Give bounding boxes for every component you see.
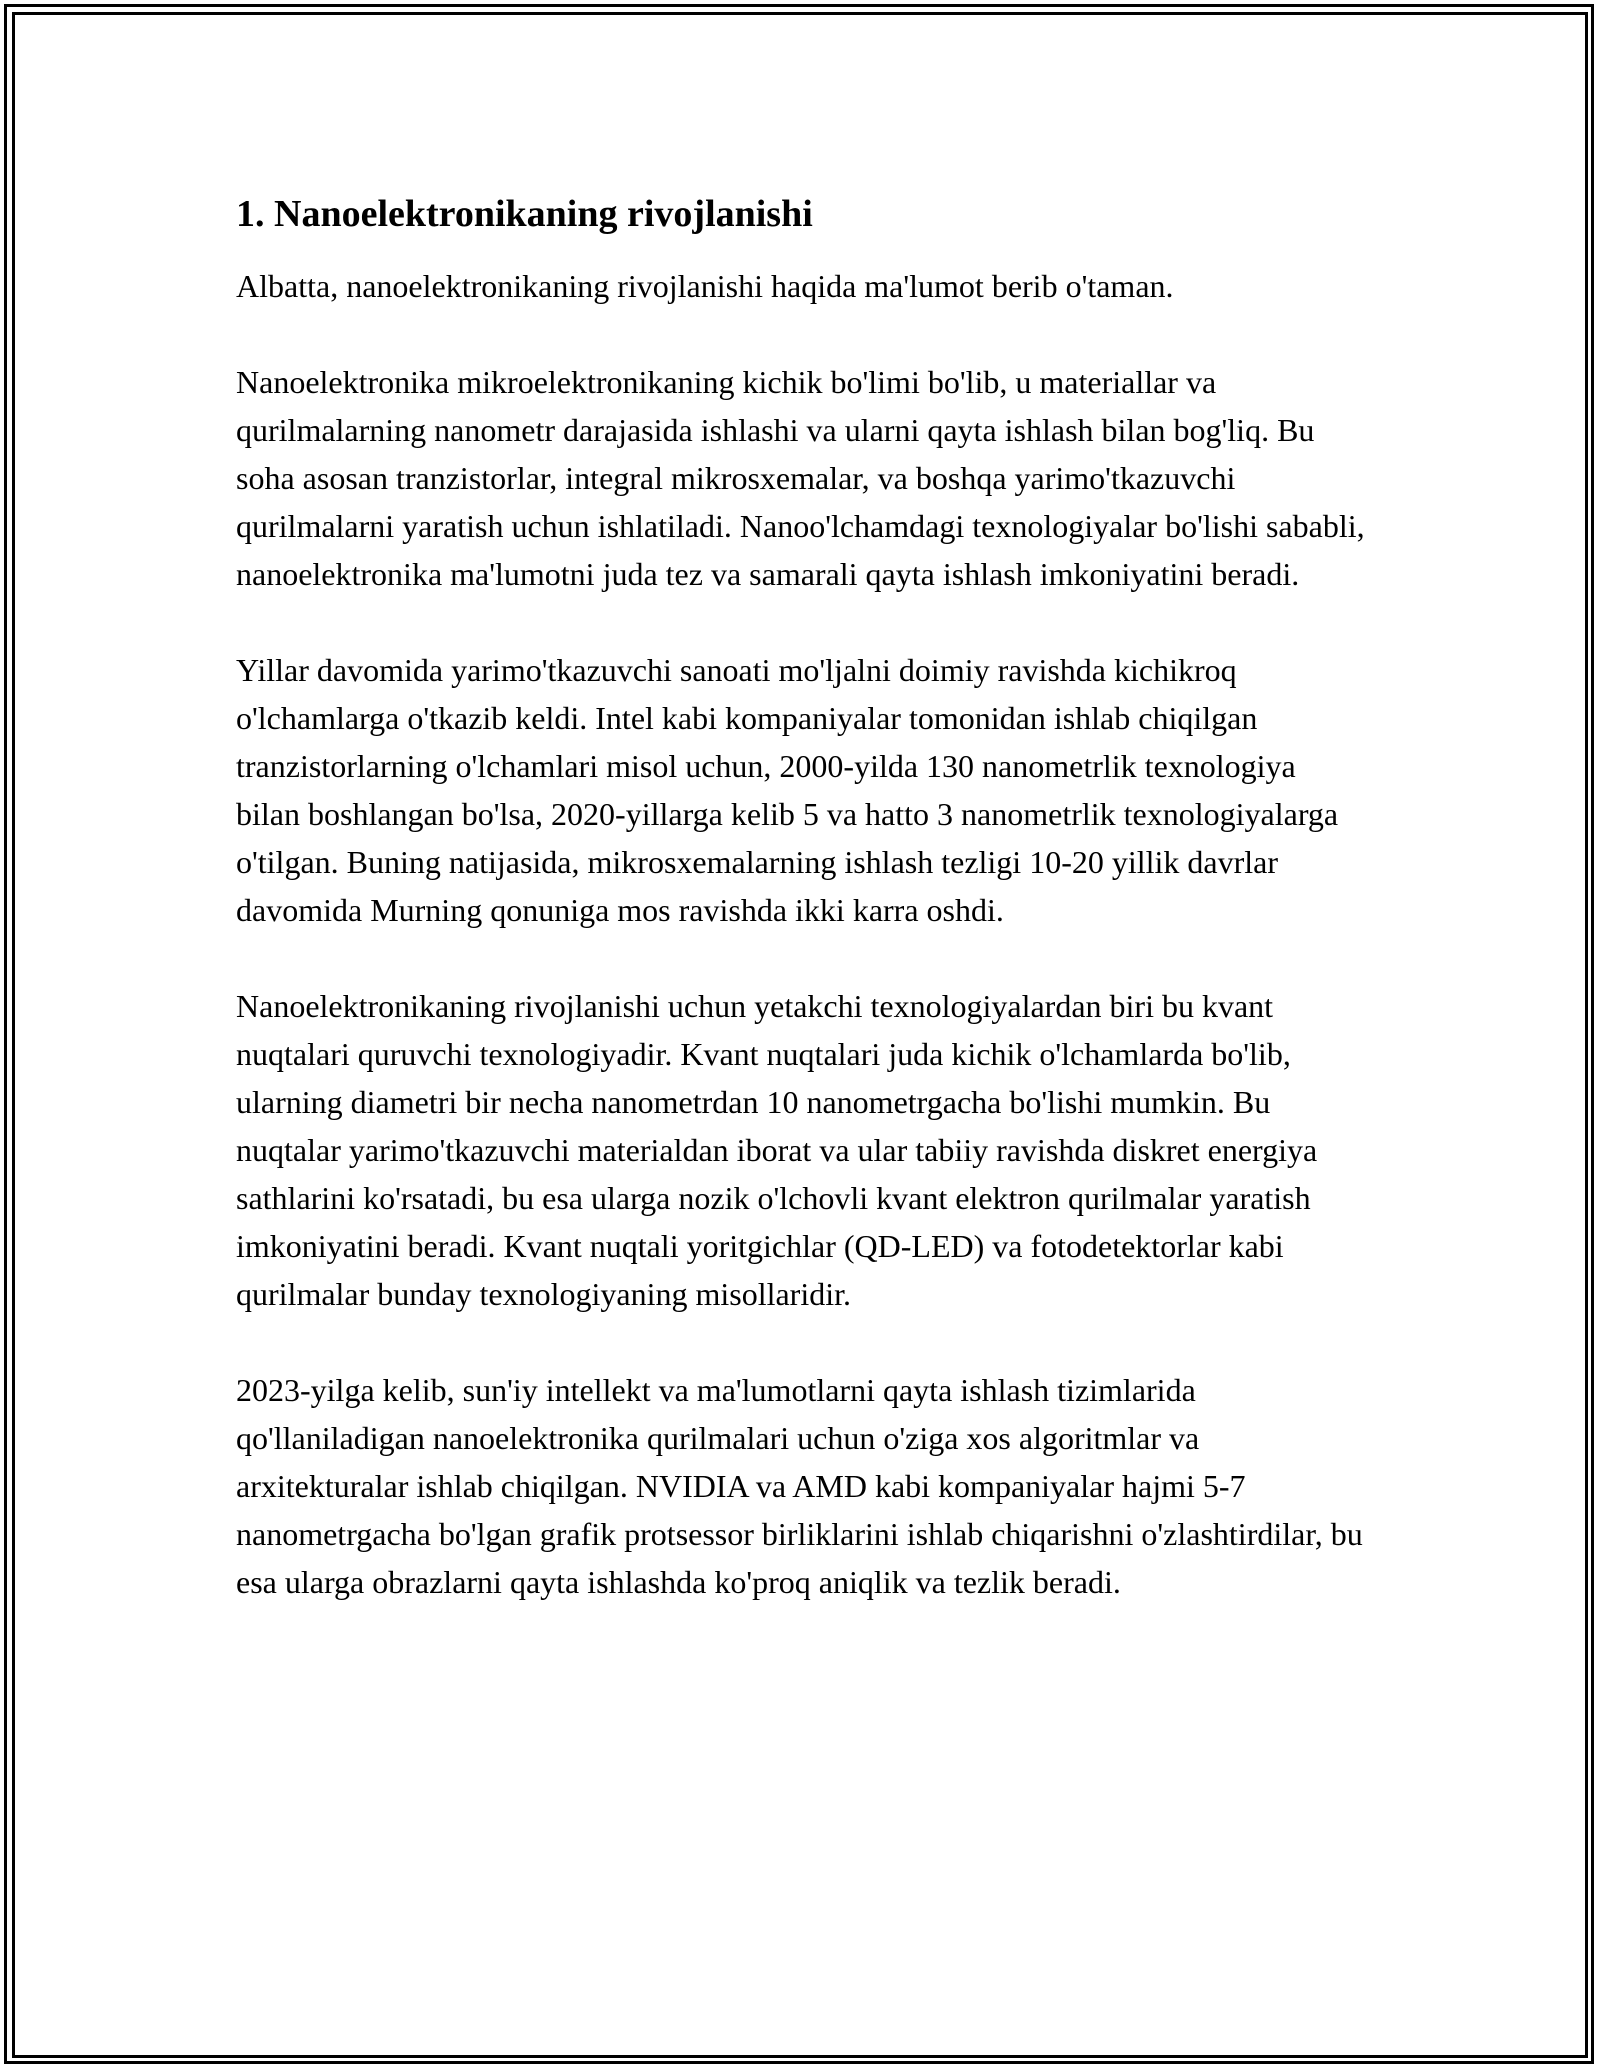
section-heading: 1. Nanoelektronikaning rivojlanishi: [236, 193, 813, 235]
document-body: [236, 188, 1366, 1654]
definition-paragraph: Nanoelektronika mikroelektronikaning kichik bo'limi bo'lib, u materiallar va qurilmalarning nanometr darajasida ishlashi va ularni qayta ishlash bilan bog'liq. Bu soha asosan tranzistorlar, integral mikrosxemalar, va boshqa yarimo'tkazuvchi qurilmalarni yaratish uchun ishlatiladi. Nanoo'lchamdagi texnologiyalar bo'lishi sababli, nanoelektronika ma'lumotni juda tez va samarali qayta ishlash imkoniyatini beradi.: [236, 364, 1365, 592]
intro-paragraph: Albatta, nanoelektronikaning rivojlanishi haqida ma'lumot berib o'taman.: [236, 268, 1174, 304]
quantum-dots-paragraph: Nanoelektronikaning rivojlanishi uchun yetakchi texnologiyalardan biri bu kvant nuqtalari quruvchi texnologiyadir. Kvant nuqtalari juda kichik o'lchamlarda bo'lib, ularning diametri bir necha nanometrdan 10 nanometrgacha bo'lishi mumkin. Bu nuqtalar yarimo'tkazuvchi materialdan iborat va ular tabiiy ravishda diskret energiya sathlarini ko'rsatadi, bu esa ularga nozik o'lchovli kvant elektron qurilmalar yaratish imkoniyatini beradi. Kvant nuqtali yoritgichlar (QD-LED) va fotodetektorlar kabi qurilmalar bunday texnologiyaning misollaridir.: [236, 988, 1318, 1312]
history-paragraph: Yillar davomida yarimo'tkazuvchi sanoati mo'ljalni doimiy ravishda kichikroq o'lchamlarga o'tkazib keldi. Intel kabi kompaniyalar tomonidan ishlab chiqilgan tranzistorlarning o'lchamlari misol uchun, 2000-yilda 130 nanometrlik texnologiya bilan boshlangan bo'lsa, 2020-yillarga kelib 5 va hatto 3 nanometrlik texnologiyalarga o'tilgan. Buning natijasida, mikrosxemalarning ishlash tezligi 10-20 yillik davrlar davomida Murning qonuniga mos ravishda ikki karra oshdi.: [236, 652, 1339, 928]
recent-developments-paragraph: 2023-yilga kelib, sun'iy intellekt va ma'lumotlarni qayta ishlash tizimlarida qo'llaniladigan nanoelektronika qurilmalari uchun o'ziga xos algoritmlar va arxitekturalar ishlab chiqilgan. NVIDIA va AMD kabi kompaniyalar hajmi 5-7 nanometrgacha bo'lgan grafik protsessor birliklarini ishlab chiqarishni o'zlashtirdilar, bu esa ularga obrazlarni qayta ishlashda ko'proq aniqlik va tezlik beradi.: [236, 1372, 1363, 1600]
